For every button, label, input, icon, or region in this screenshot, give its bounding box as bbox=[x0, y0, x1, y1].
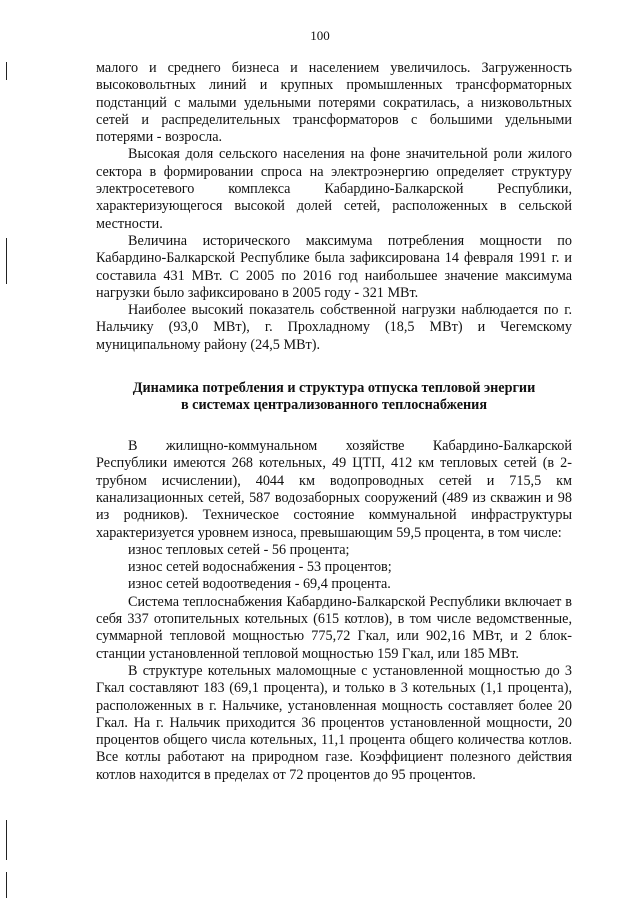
scan-margin-mark bbox=[6, 820, 7, 860]
heading-line: Динамика потребления и структура отпуска тепловой энергии bbox=[132, 380, 536, 397]
list-item: износ сетей водоснабжения - 53 процентов; bbox=[128, 559, 392, 576]
scan-margin-mark bbox=[6, 872, 7, 898]
paragraph: Система теплоснабжения Кабардино-Балкарской Республики включает в себя 337 отопительных котельных (615 котлов), в том числе ведомственные, суммарной тепловой мощностью 775,72 Гкал, или 902,16 МВт, и 2 блок-станции установленной тепловой мощностью 159 Гкал, или 185 МВт. bbox=[96, 593, 572, 662]
heading-line: в системах централизованного теплоснабжения bbox=[180, 397, 488, 414]
paragraph: В структуре котельных маломощные с установленной мощностью до 3 Гкал составляют 183 (69,1 процента), и только в 3 котельных (1,1 процента), расположенных в г. Нальчике, установленная мощность составляет более 20 Гкал. На г. Нальчик приходится 36 процентов установленной мощности, 20 процентов общего числа котельных, 11,1 процента общего количества котлов. Все котлы работают на природном газе. Коэффициент полезного действия котлов находится в пределах от 72 процентов до 95 процентов. bbox=[96, 662, 572, 783]
scan-margin-mark bbox=[6, 62, 7, 80]
page-number: 100 bbox=[310, 28, 330, 43]
paragraph: Наиболее высокий показатель собственной нагрузки наблюдается по г. Нальчику (93,0 МВт), г. Прохладному (18,5 МВт) и Чегемскому муниципальному району (24,5 МВт). bbox=[96, 302, 572, 353]
paragraph: В жилищно-коммунальном хозяйстве Кабардино-Балкарской Республики имеются 268 котельных, 49 ЦТП, 412 км тепловых сетей (в 2-трубном исчислении), 4044 км водопроводных сетей и 715,5 км канализационных сетей, 587 водозаборных сооружений (489 из скважин и 98 из родников). Техническое состояние коммунальной инфраструктуры характеризуется уровнем износа, превышающим 59,5 процента, в том числе: bbox=[96, 438, 572, 541]
section-heading bbox=[96, 380, 572, 414]
list-item: износ тепловых сетей - 56 процента; bbox=[128, 541, 350, 558]
paragraph: малого и среднего бизнеса и населением увеличилось. Загруженность высоковольтных линий и крупных промышленных трансформаторных подстанций с малыми удельными потерями сократилась, а низковольтных сетей и распределительных трансформаторов с большими удельными потерями - возросла. bbox=[96, 60, 572, 146]
list-item: износ сетей водоотведения - 69,4 процента. bbox=[128, 576, 391, 593]
document-body bbox=[96, 60, 572, 784]
paragraph: Величина исторического максимума потребления мощности по Кабардино-Балкарской Республике была зафиксирована 14 февраля 1991 г. и составила 431 МВт. С 2005 по 2016 год наибольшее значение максимума нагрузки было зафиксировано в 2005 году - 321 МВт. bbox=[96, 232, 572, 301]
scan-margin-mark bbox=[6, 238, 7, 284]
paragraph: Высокая доля сельского населения на фоне значительной роли жилого сектора в формировании спроса на электроэнергию определяет структуру электросетевого комплекса Кабардино-Балкарской Республики, характеризующегося высокой долей сетей, расположенных в сельской местности. bbox=[96, 146, 572, 232]
